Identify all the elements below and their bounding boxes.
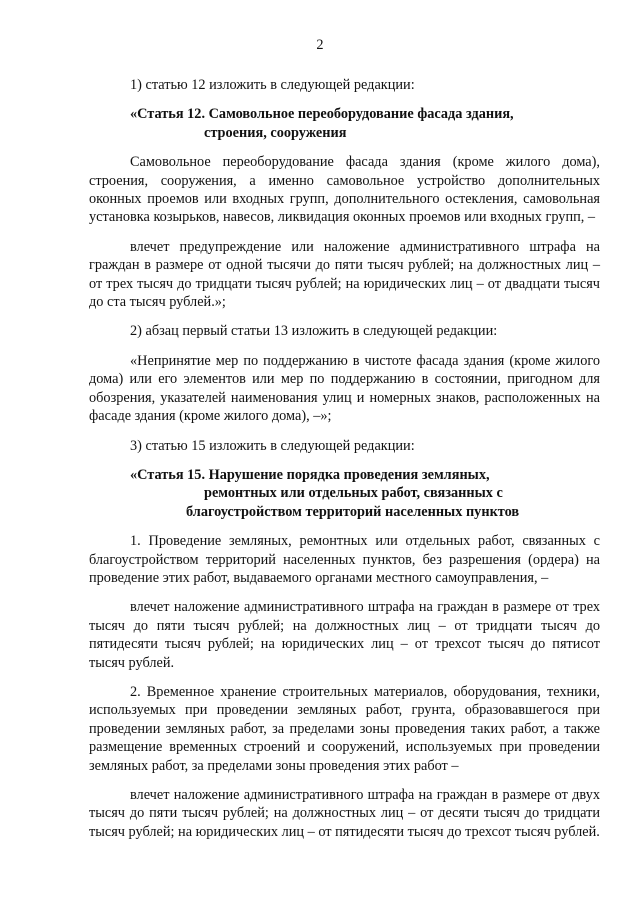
- paragraph-amend-article-12: 1) статью 12 изложить в следующей редакции:: [130, 77, 415, 93]
- paragraph-article-12-penalty: влечет предупреждение или наложение административного штрафа на граждан в размере от одной тысячи до пяти тысяч рублей; на должностных лиц – от трех тысяч до тридцати тысяч рублей; на юридических лиц – от двадцати тысяч до ста тысяч рублей.»;: [89, 238, 600, 311]
- paragraph-article-15-part1: 1. Проведение земляных, ремонтных или отдельных работ, связанных с благоустройством территорий населенных пунктов, без разрешения (ордера) на проведение этих работ, выдаваемого органами местного самоуправления, –: [89, 533, 600, 586]
- paragraph-amend-article-15: 3) статью 15 изложить в следующей редакции:: [130, 437, 415, 454]
- paragraph-article-12-offense: Самовольное переоборудование фасада здания (кроме жилого дома), строения, сооружения, а именно самовольное устройство дополнительных оконных проемов или входных групп, дополнительного остекления, самовольная установка козырьков, навесов, ликвидация оконных проемов или входных групп, –: [89, 154, 600, 226]
- document-body: [89, 76, 600, 841]
- paragraph-article-15-part2-penalty: влечет наложение административного штрафа на граждан в размере от двух тысяч до пяти тысяч рублей; на должностных лиц – от десяти тысяч до тридцати тысяч рублей; на юридических лиц – от пятидесяти тысяч до трехсот тысяч рублей.: [89, 787, 600, 840]
- article-12-heading: [89, 105, 600, 142]
- article-15-heading-line1: «Статья 15. Нарушение порядка проведения земляных,: [130, 466, 490, 483]
- paragraph-amend-article-13: 2) абзац первый статьи 13 изложить в следующей редакции:: [130, 323, 498, 340]
- article-15-heading-line2: ремонтных или отдельных работ, связанных с: [204, 485, 503, 502]
- article-15-heading: [89, 466, 600, 521]
- article-12-heading-line1: «Статья 12. Самовольное переоборудование фасада здания,: [130, 106, 514, 123]
- article-12-heading-line2: строения, сооружения: [204, 124, 347, 141]
- paragraph-article-13-text: «Непринятие мер по поддержанию в чистоте фасада здания (кроме жилого дома) или его элементов или мер по поддержанию в состоянии, пригодном для обозрения, указателей наименования улиц и номерных знаков, расположенных на фасаде здания (кроме жилого дома), –»;: [89, 352, 600, 425]
- page-number: 2: [316, 37, 324, 53]
- article-15-heading-line3: благоустройством территорий населенных пунктов: [186, 503, 520, 520]
- paragraph-article-15-part2: 2. Временное хранение строительных материалов, оборудования, техники, используемых при проведении земляных работ, грунта, образовавшегося при проведении земляных работ, за пределами зоны проведения таких работ, а также размещение временных строений и сооружений, используемых при проведении земляных работ, за пределами зоны проведения этих работ –: [89, 683, 600, 774]
- paragraph-article-15-part1-penalty: влечет наложение административного штрафа на граждан в размере от трех тысяч до пяти тысяч рублей; на должностных лиц – от тридцати тысяч до пятидесяти тысяч рублей; на юридических лиц – от трехсот тысяч до пятисот тысяч рублей.: [89, 599, 600, 671]
